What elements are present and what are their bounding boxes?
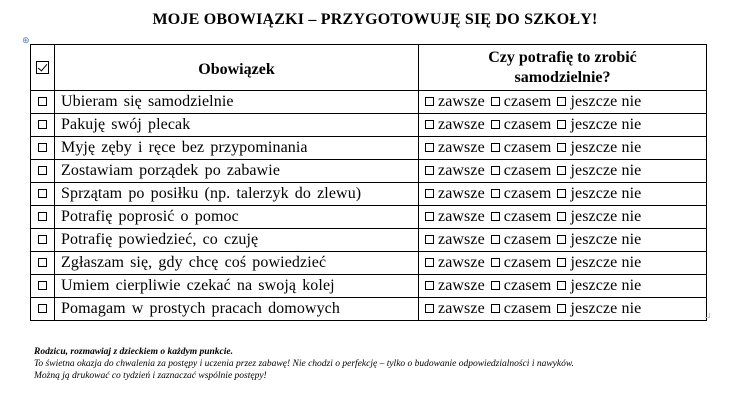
ability-option-checkbox[interactable] (491, 97, 500, 106)
ability-option-checkbox[interactable] (491, 120, 500, 129)
ability-option-checkbox[interactable] (425, 258, 434, 267)
table-header-row (31, 45, 707, 91)
ability-option-checkbox[interactable] (557, 212, 566, 221)
row-checkbox-cell (31, 137, 55, 160)
ability-option-label: jeszcze nie (570, 254, 642, 271)
ability-option-label: zawsze (438, 254, 485, 271)
ability-option-label: jeszcze nie (570, 231, 642, 248)
row-checkbox[interactable] (38, 304, 47, 313)
ability-options (419, 275, 707, 298)
ability-option (425, 253, 485, 273)
ability-options (419, 160, 707, 183)
ability-options (419, 229, 707, 252)
duty-label: Potrafię poprosić o pomoc (55, 206, 419, 229)
row-checkbox[interactable] (38, 189, 47, 198)
ability-option-checkbox[interactable] (425, 166, 434, 175)
ability-option-checkbox[interactable] (557, 258, 566, 267)
ability-option-checkbox[interactable] (491, 143, 500, 152)
ability-options (419, 91, 707, 114)
duties-table (30, 44, 707, 321)
ability-option-label: jeszcze nie (570, 93, 642, 110)
duty-label: Sprzątam po posiłku (np. talerzyk do zlewu) (55, 183, 419, 206)
ability-option (557, 138, 641, 158)
table-row (31, 229, 707, 252)
table-row (31, 275, 707, 298)
ability-option-label: zawsze (438, 277, 485, 294)
row-checkbox[interactable] (38, 97, 47, 106)
ability-option-checkbox[interactable] (557, 304, 566, 313)
table-row (31, 137, 707, 160)
ability-option-label: czasem (503, 254, 552, 271)
row-checkbox-cell (31, 183, 55, 206)
page-title: MOJE OBOWIĄZKI – PRZYGOTOWUJĘ SIĘ DO SZKOŁY! (152, 11, 598, 28)
ability-option (425, 138, 485, 158)
ability-option (491, 253, 552, 273)
header-check-cell (31, 45, 55, 91)
row-checkbox-cell (31, 252, 55, 275)
ability-option-label: czasem (503, 300, 552, 317)
ability-option-checkbox[interactable] (491, 212, 500, 221)
ability-option-label: zawsze (438, 231, 485, 248)
ability-option (491, 184, 552, 204)
ability-option (491, 276, 552, 296)
row-checkbox[interactable] (38, 120, 47, 129)
ability-option-label: czasem (503, 277, 552, 294)
ability-option-checkbox[interactable] (491, 304, 500, 313)
ability-option-label: zawsze (438, 185, 485, 202)
parent-note-line-2: Możną ją drukować co tydzień i zaznaczać wspólnie postępy! (34, 371, 267, 381)
ability-option-label: jeszcze nie (570, 139, 642, 156)
ability-option-label: jeszcze nie (570, 116, 642, 133)
ability-option-label: zawsze (438, 300, 485, 317)
ability-option (425, 92, 485, 112)
parent-note (34, 346, 734, 382)
ability-option (557, 184, 641, 204)
ability-option-label: jeszcze nie (570, 185, 642, 202)
ability-option-label: zawsze (438, 93, 485, 110)
table-row (31, 252, 707, 275)
ability-option-label: zawsze (438, 208, 485, 225)
ability-option-checkbox[interactable] (425, 120, 434, 129)
ability-option (491, 138, 552, 158)
ability-option (491, 92, 552, 112)
ability-option-label: jeszcze nie (570, 162, 642, 179)
ability-option-checkbox[interactable] (425, 281, 434, 290)
ability-option (557, 207, 641, 227)
table-row (31, 91, 707, 114)
row-checkbox[interactable] (38, 235, 47, 244)
ability-option-label: zawsze (438, 139, 485, 156)
ability-option (491, 299, 552, 319)
row-checkbox-cell (31, 160, 55, 183)
ability-options (419, 114, 707, 137)
ability-option-checkbox[interactable] (491, 258, 500, 267)
row-checkbox[interactable] (38, 143, 47, 152)
row-checkbox-cell (31, 229, 55, 252)
duty-label: Pomagam w prostych pracach domowych (55, 298, 419, 321)
ability-option (557, 161, 641, 181)
ability-option (425, 230, 485, 250)
ability-option-checkbox[interactable] (557, 189, 566, 198)
duty-label: Zostawiam porządek po zabawie (55, 160, 419, 183)
row-checkbox-cell (31, 275, 55, 298)
table-row (31, 183, 707, 206)
header-duty: Obowiązek (55, 45, 419, 91)
table-row (31, 114, 707, 137)
ability-option-label: czasem (503, 208, 552, 225)
ability-option-label: czasem (503, 185, 552, 202)
header-ability (419, 45, 707, 91)
ability-option-label: czasem (503, 116, 552, 133)
row-checkbox[interactable] (38, 212, 47, 221)
row-checkbox[interactable] (38, 166, 47, 175)
ability-option (425, 184, 485, 204)
table-row (31, 160, 707, 183)
ability-options (419, 137, 707, 160)
ability-option-label: jeszcze nie (570, 208, 642, 225)
duty-label: Potrafię powiedzieć, co czuję (55, 229, 419, 252)
checked-box-icon (36, 61, 49, 74)
ability-option-checkbox[interactable] (425, 235, 434, 244)
ability-option-checkbox[interactable] (425, 143, 434, 152)
ability-option (491, 230, 552, 250)
ability-option-label: zawsze (438, 162, 485, 179)
duty-label: Myję zęby i ręce bez przypominania (55, 137, 419, 160)
duty-label: Umiem cierpliwie czekać na swoją kolej (55, 275, 419, 298)
ability-option-checkbox[interactable] (557, 281, 566, 290)
ability-option (557, 92, 641, 112)
parent-note-heading: Rodzicu, rozmawiaj z dzieckiem o każdym punkcie. (34, 347, 233, 357)
ability-option (425, 115, 485, 135)
ability-option-checkbox[interactable] (557, 166, 566, 175)
row-checkbox-cell (31, 206, 55, 229)
ability-option-checkbox[interactable] (491, 281, 500, 290)
ability-option-checkbox[interactable] (557, 143, 566, 152)
ability-option-label: jeszcze nie (570, 300, 642, 317)
header-ability-line1: Czy potrafię to zrobić (488, 49, 637, 66)
header-ability-line2: samodzielnie? (514, 69, 611, 86)
ability-option-checkbox[interactable] (491, 189, 500, 198)
row-checkbox-cell (31, 91, 55, 114)
ability-options (419, 298, 707, 321)
table-row (31, 298, 707, 321)
duty-label: Ubieram się samodzielnie (55, 91, 419, 114)
table-move-handle-icon[interactable]: ⊕ (22, 36, 30, 46)
ability-option-checkbox[interactable] (557, 97, 566, 106)
ability-option (557, 230, 641, 250)
parent-note-line-1: To świetna okazja do chwalenia za postępy i uczenia przez zabawę! Nie chodzi o perfekcję – tylko o budowanie odpowiedzialności i nawyków. (34, 359, 574, 369)
ability-option-checkbox[interactable] (425, 97, 434, 106)
ability-option (491, 115, 552, 135)
row-checkbox-cell (31, 298, 55, 321)
ability-option-label: jeszcze nie (570, 277, 642, 294)
ability-option-checkbox[interactable] (491, 235, 500, 244)
ability-option-checkbox[interactable] (425, 212, 434, 221)
ability-option (557, 276, 641, 296)
ability-option-checkbox[interactable] (491, 166, 500, 175)
ability-options (419, 252, 707, 275)
row-checkbox[interactable] (38, 258, 47, 267)
ability-option-label: czasem (503, 231, 552, 248)
ability-option (557, 299, 641, 319)
ability-options (419, 206, 707, 229)
ability-option-label: czasem (503, 162, 552, 179)
ability-option (425, 161, 485, 181)
ability-option (557, 253, 641, 273)
ability-option (425, 299, 485, 319)
ability-option-label: zawsze (438, 116, 485, 133)
ability-option-checkbox[interactable] (425, 304, 434, 313)
ability-option-checkbox[interactable] (425, 189, 434, 198)
table-end-marker (705, 313, 710, 318)
ability-option (425, 276, 485, 296)
ability-option-label: czasem (503, 139, 552, 156)
table-row (31, 206, 707, 229)
ability-option (425, 207, 485, 227)
duty-label: Zgłaszam się, gdy chcę coś powiedzieć (55, 252, 419, 275)
row-checkbox-cell (31, 114, 55, 137)
ability-option-checkbox[interactable] (557, 235, 566, 244)
ability-option-label: czasem (503, 93, 552, 110)
ability-options (419, 183, 707, 206)
duty-label: Pakuję swój plecak (55, 114, 419, 137)
ability-option (491, 207, 552, 227)
ability-option (491, 161, 552, 181)
ability-option-checkbox[interactable] (557, 120, 566, 129)
row-checkbox[interactable] (38, 281, 47, 290)
ability-option (557, 115, 641, 135)
